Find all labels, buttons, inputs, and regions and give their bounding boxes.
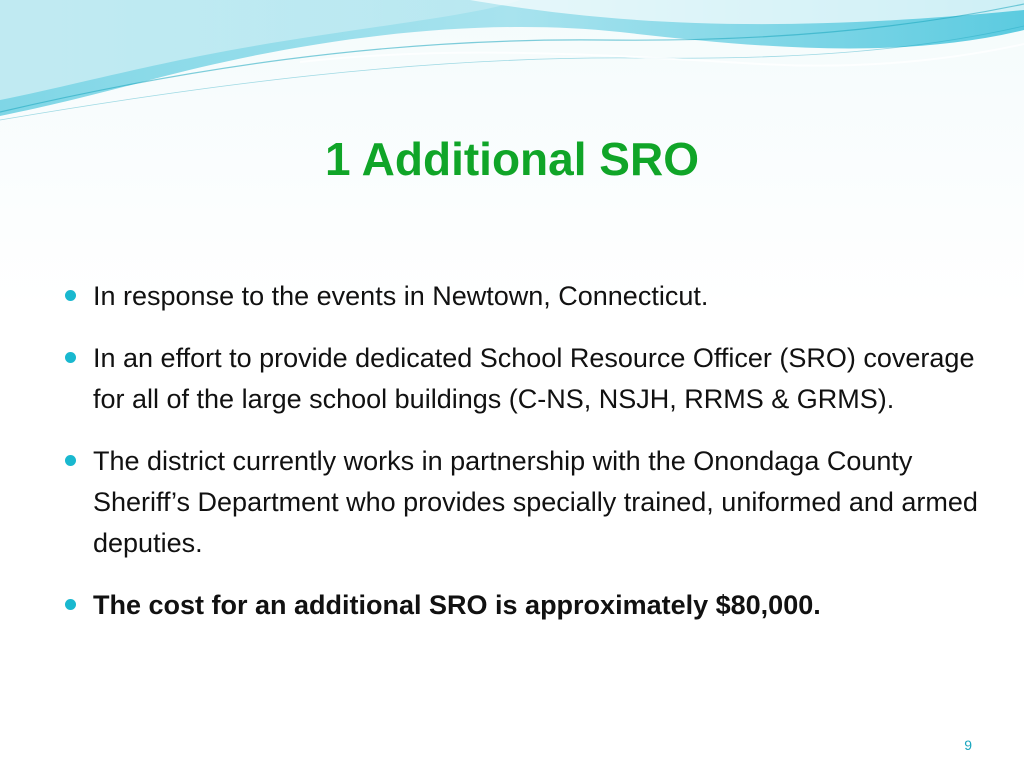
header-wave-decoration <box>0 0 1024 130</box>
bullet-item <box>62 276 982 317</box>
bullet-item <box>62 338 982 420</box>
bullet-list <box>62 276 982 647</box>
bullet-item <box>62 441 982 564</box>
bullet-dot-icon <box>65 352 76 363</box>
bullet-text: The district currently works in partnership with the Onondaga County Sheriff’s Department who provides specially trained, uniformed and armed deputies. <box>93 446 978 558</box>
slide-title: 1 Additional SRO <box>325 133 699 185</box>
bullet-dot-icon <box>65 455 76 466</box>
bullet-item-cost <box>62 585 982 626</box>
page-number: 9 <box>964 737 972 753</box>
bullet-text: In response to the events in Newtown, Connecticut. <box>93 281 709 311</box>
bullet-text: The cost for an additional SRO is approximately $80,000. <box>93 590 821 620</box>
bullet-text: In an effort to provide dedicated School Resource Officer (SRO) coverage for all of the large school buildings (C-NS, NSJH, RRMS & GRMS). <box>93 343 975 414</box>
bullet-dot-icon <box>65 599 76 610</box>
bullet-dot-icon <box>65 290 76 301</box>
